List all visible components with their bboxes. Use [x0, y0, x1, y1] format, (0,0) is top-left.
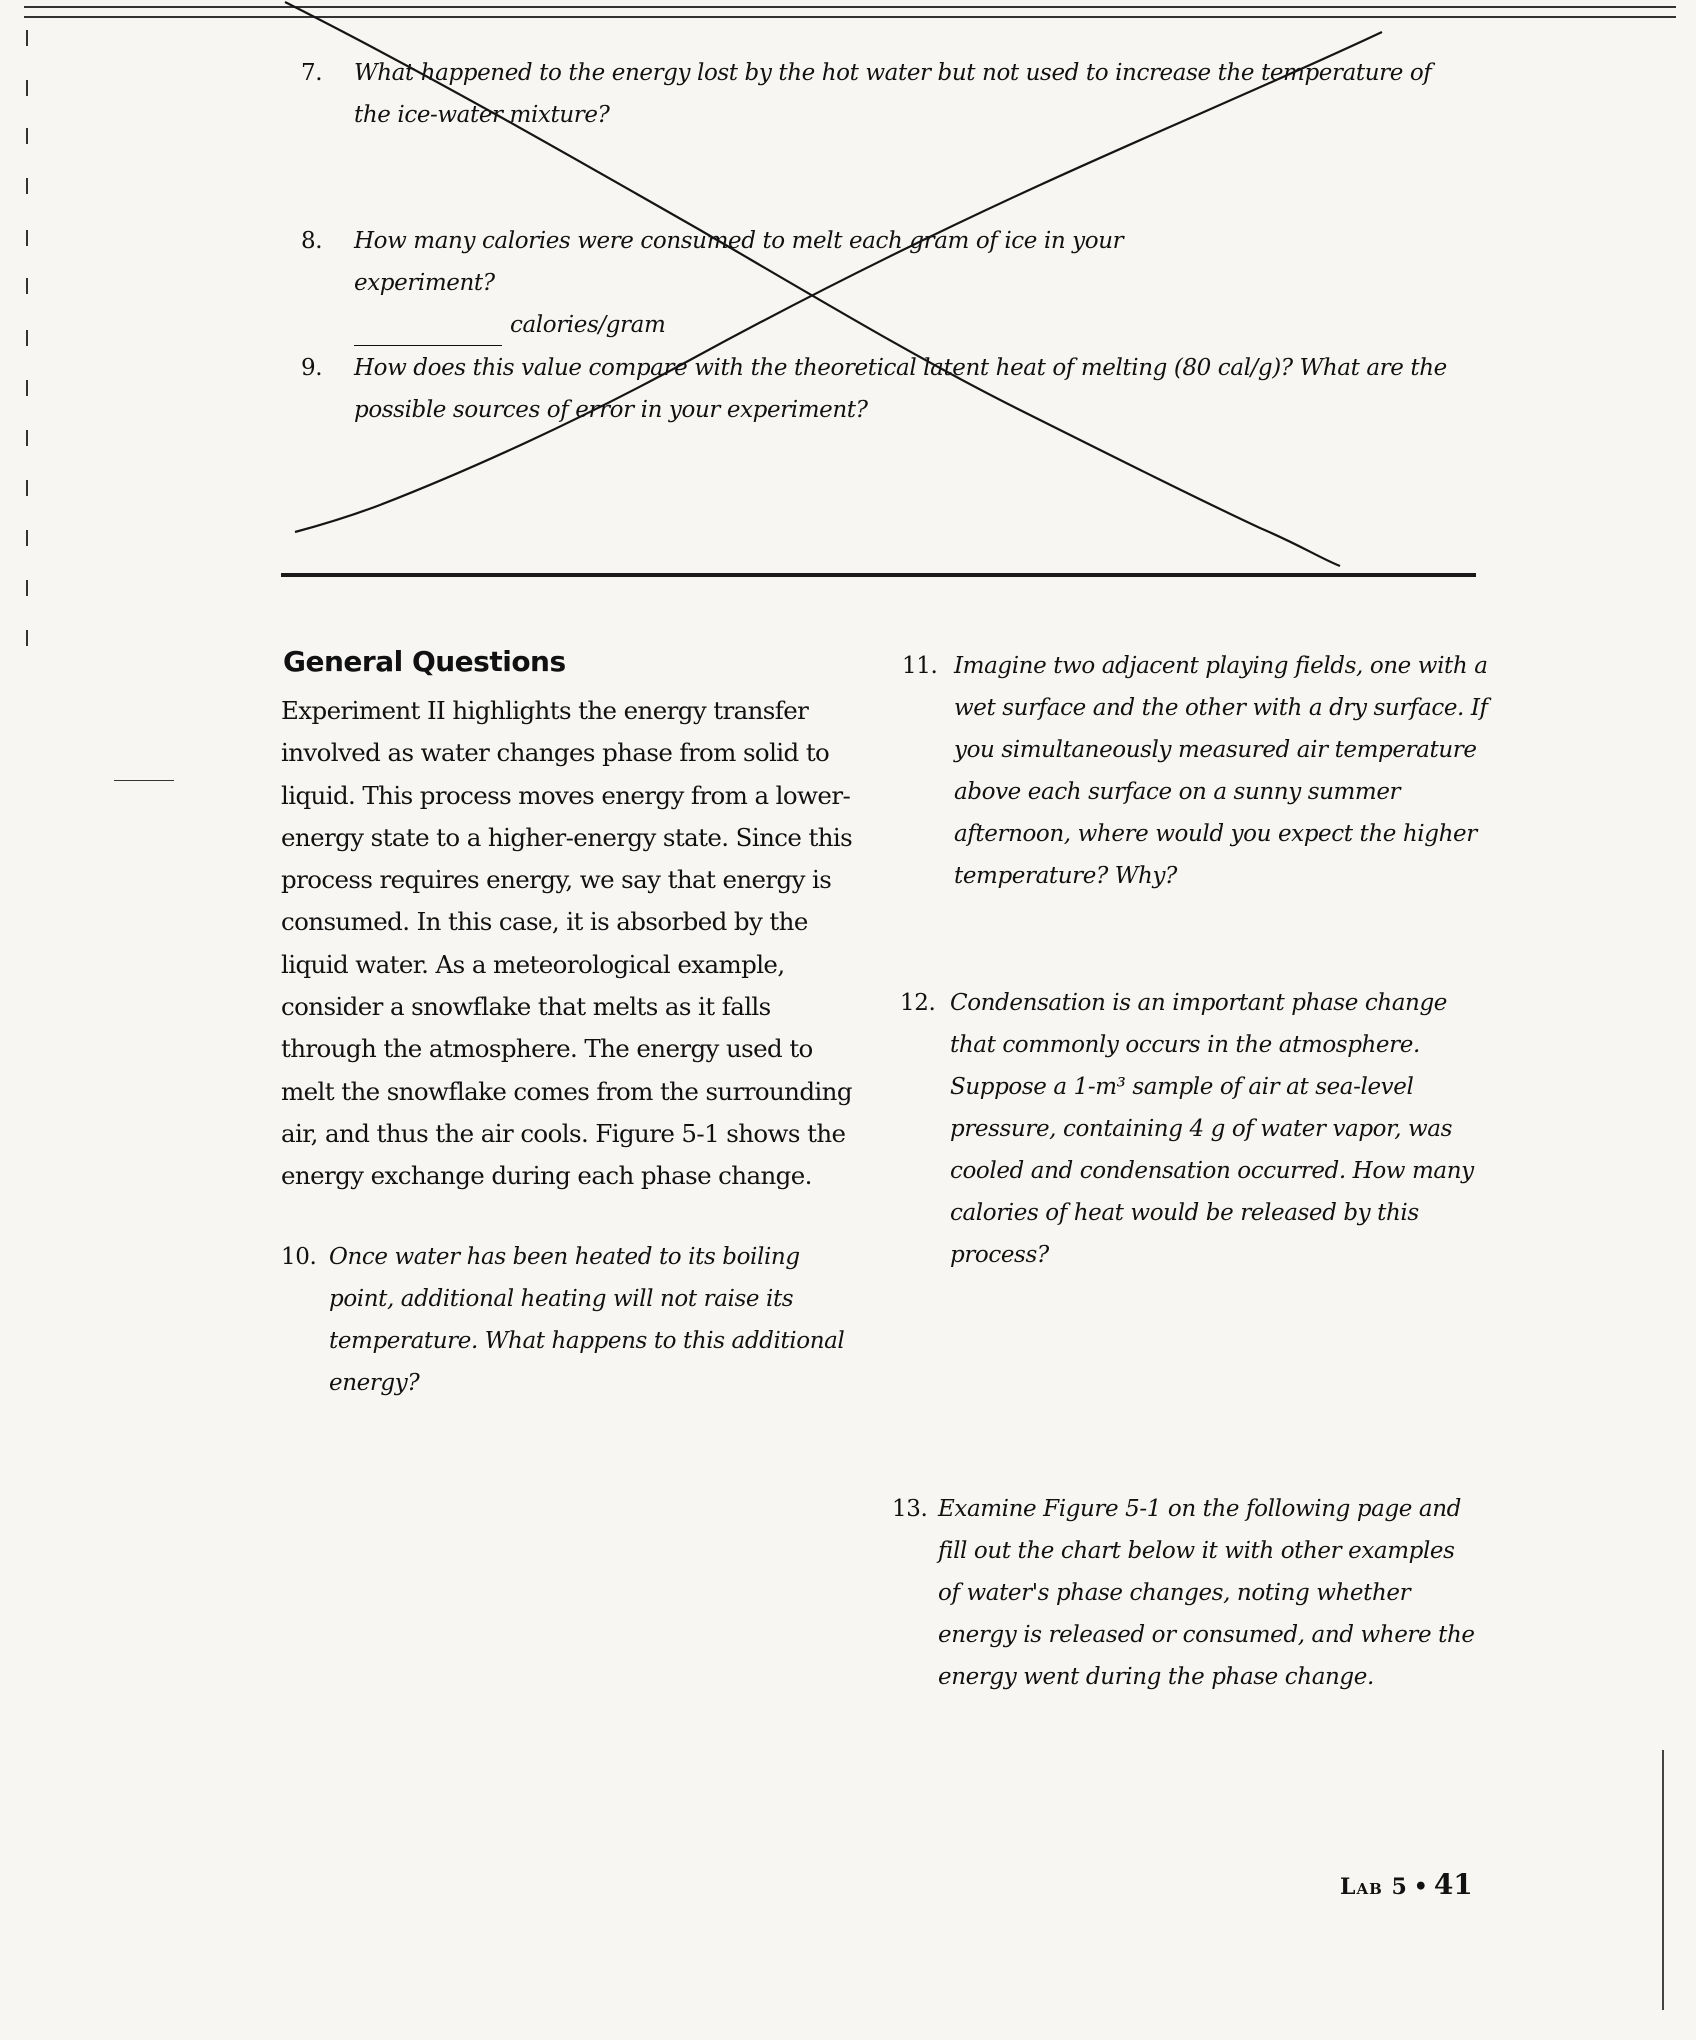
binder-mark	[26, 530, 28, 546]
question-12	[900, 982, 1500, 1276]
intro-text: Experiment II highlights the energy transfer involved as water changes phase from solid to liquid. This process moves energy from a lower-energy state to a higher-energy state. Since this process requires energy, we say that energy is consumed. In this case, it is absorbed by the liquid water. As a meteorological example, consider a snowflake that melts as it falls through the atmosphere. The energy used to melt the snowflake comes from the surrounding air, and thus the air cools. Figure 5-1 shows the energy exchange during each phase change.	[281, 696, 853, 1191]
page-footer	[1340, 1868, 1473, 1901]
question-number: 10.	[281, 1244, 317, 1270]
question-text: What happened to the energy lost by the hot water but not used to increase the temperature of the ice-water mixture?	[354, 60, 1432, 128]
question-number: 12.	[900, 990, 936, 1016]
binder-mark	[26, 380, 28, 396]
binder-mark	[26, 178, 28, 194]
question-number: 13.	[892, 1496, 928, 1522]
binder-mark	[26, 480, 28, 496]
question-13	[892, 1488, 1492, 1698]
question-11	[902, 645, 1502, 897]
binder-mark	[26, 128, 28, 144]
scan-edge-rule-2	[24, 16, 1676, 18]
answer-unit: calories/gram	[510, 312, 666, 338]
binder-mark	[26, 80, 28, 96]
scan-edge-rule	[24, 6, 1676, 8]
question-text: How many calories were consumed to melt each gram of ice in your experiment?	[354, 228, 1124, 296]
question-7	[301, 52, 1481, 136]
binder-mark	[26, 430, 28, 446]
question-text: Once water has been heated to its boiling point, additional heating will not raise its temperature. What happens to this additional energy?	[329, 1244, 845, 1396]
question-text: How does this value compare with the theoretical latent heat of melting (80 cal/g)? What are the possible sources of error in your experiment?	[354, 355, 1447, 423]
question-number: 7.	[301, 60, 323, 86]
binder-mark	[26, 330, 28, 346]
question-text: Imagine two adjacent playing fields, one with a wet surface and the other with a dry surface. If you simultaneously measured air temperature above each surface on a sunny summer afternoon, where would you expect the higher temperature? Why?	[954, 653, 1488, 889]
binder-mark	[26, 30, 28, 46]
intro-paragraph	[281, 690, 861, 1198]
section-divider	[281, 573, 1476, 577]
page-number: 41	[1433, 1868, 1473, 1901]
binder-mark	[26, 630, 28, 646]
answer-line	[354, 304, 1201, 346]
question-9	[301, 347, 1481, 431]
lab-label: Lab 5	[1340, 1874, 1408, 1900]
scan-edge-right	[1662, 1750, 1664, 2010]
answer-blank[interactable]	[354, 317, 502, 346]
footer-separator: •	[1413, 1874, 1428, 1900]
question-text: Condensation is an important phase change that commonly occurs in the atmosphere. Suppose a 1-m³ sample of air at sea-level pressure, containing 4 g of water vapor, was cooled and condensation occurred. How many calories of heat would be released by this process?	[950, 990, 1474, 1268]
question-number: 11.	[902, 653, 938, 679]
binder-mark	[26, 278, 28, 294]
question-8	[301, 220, 1201, 346]
binder-mark	[26, 230, 28, 246]
question-10	[281, 1236, 845, 1404]
binder-mark	[26, 580, 28, 596]
question-number: 9.	[301, 355, 323, 381]
stray-pen-mark	[114, 780, 174, 781]
section-title: General Questions	[283, 645, 566, 678]
question-number: 8.	[301, 228, 323, 254]
question-text: Examine Figure 5-1 on the following page and fill out the chart below it with other examples of water's phase changes, noting whether energy is released or consumed, and where the energy went during the phase change.	[938, 1496, 1475, 1690]
